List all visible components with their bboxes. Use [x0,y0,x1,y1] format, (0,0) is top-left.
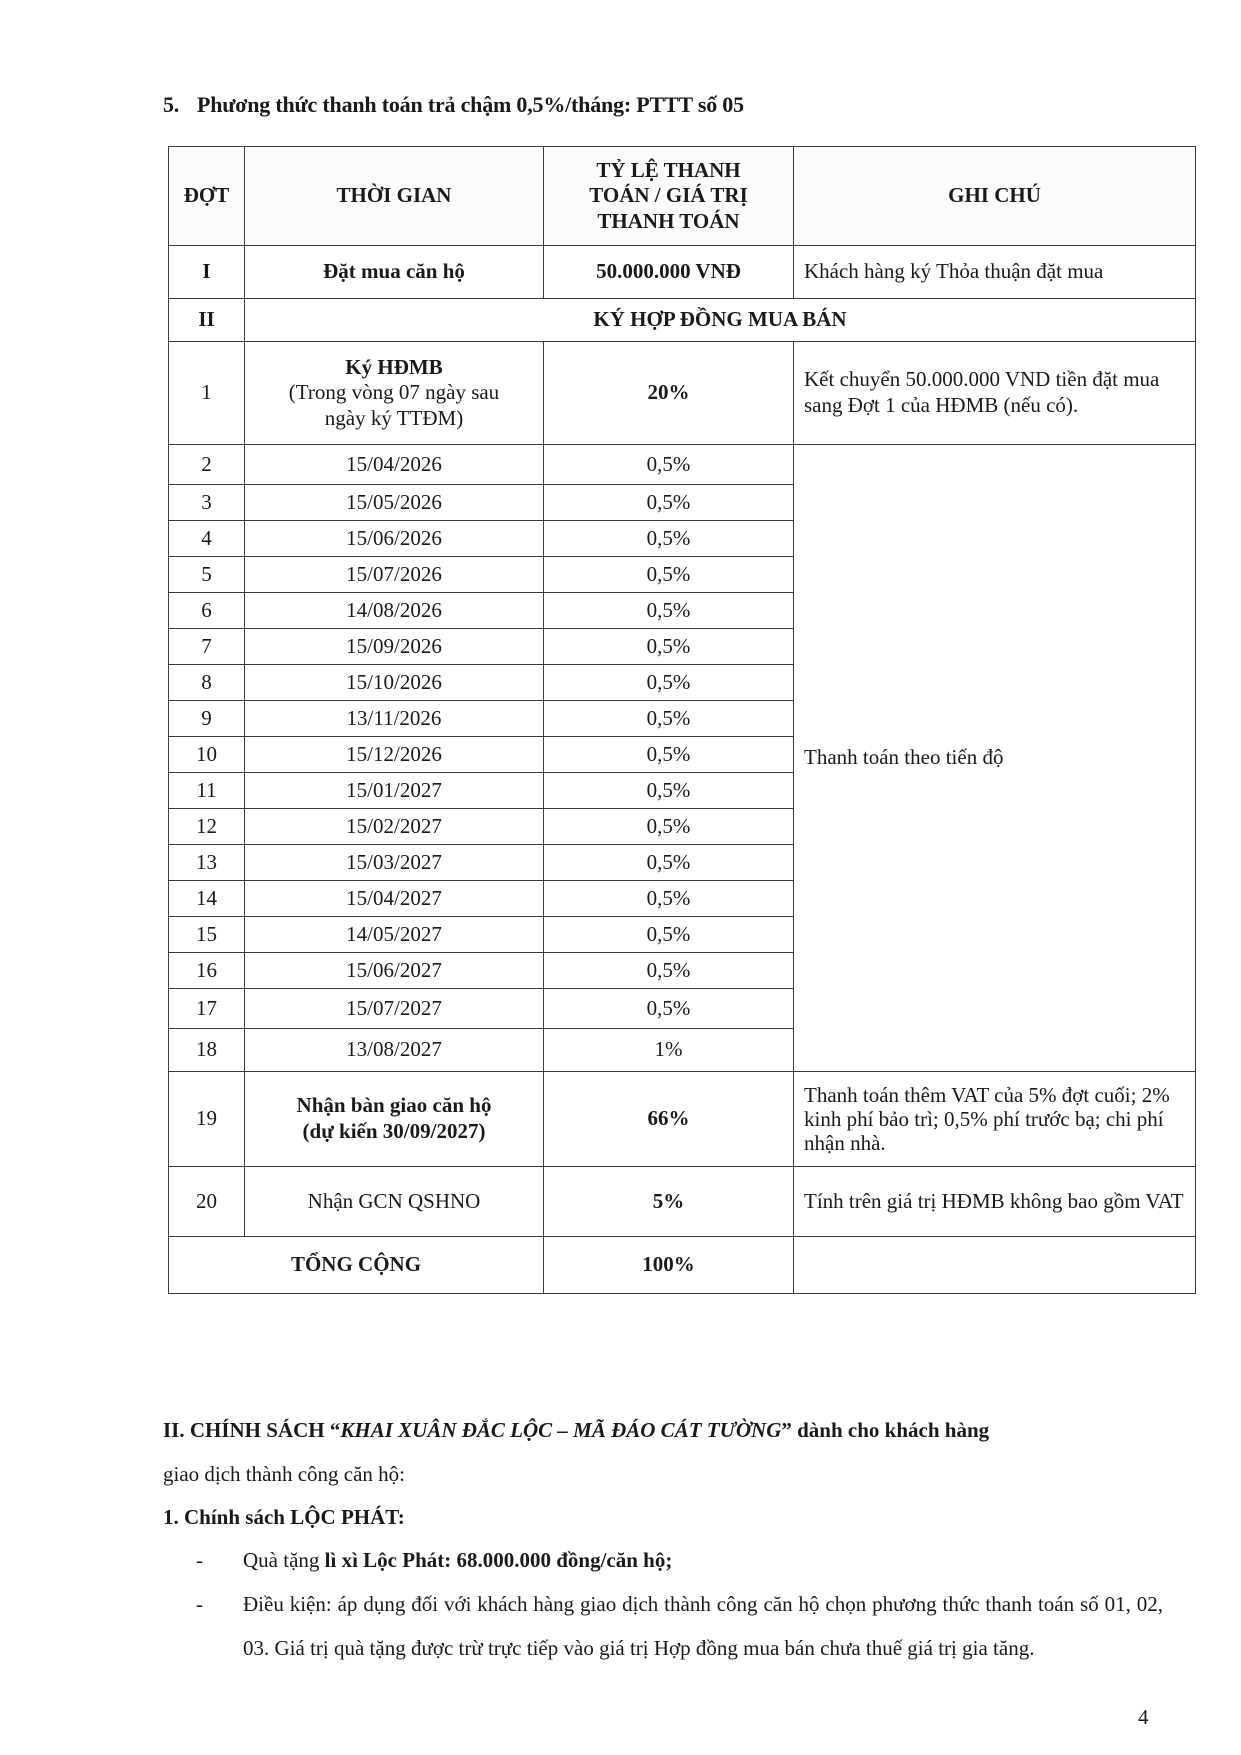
section-number: 5. [163,92,180,117]
cell-dot: 13 [169,845,245,881]
policy-heading-name: KHAI XUÂN ĐẮC LỘC – MÃ ĐÁO CÁT TƯỜNG [340,1418,782,1442]
total-note [794,1237,1196,1294]
policy-subheading: 1. Chính sách LỘC PHÁT: [163,1505,405,1529]
bullet-condition: Điều kiện: áp dụng đối với khách hàng giao dịch thành công căn hộ chọn phương thức thanh toán số 01, 02, 03. Giá trị quà tặng được trừ trực tiếp vào giá trị Hợp đồng mua bán chưa thuế giá trị gia tăng. [243,1592,1163,1660]
cell-dot: 7 [169,629,245,665]
cell-note: Tính trên giá trị HĐMB không bao gồm VAT [794,1167,1196,1237]
cell-time-line2: (dự kiến 30/09/2027) [302,1119,486,1143]
header-value-text: TỶ LỆ THANH TOÁN / GIÁ TRỊ THANH TOÁN [589,157,748,233]
cell-time: 15/02/2027 [245,809,544,845]
cell-dot: 17 [169,989,245,1029]
cell-dot: 11 [169,773,245,809]
header-note: GHI CHÚ [794,147,1196,246]
cell-value: 0,5% [544,557,794,593]
cell-dot: 4 [169,521,245,557]
table-row [169,342,1196,445]
cell-value: 0,5% [544,485,794,521]
cell-time: 15/07/2026 [245,557,544,593]
cell-time: Nhận GCN QSHNO [245,1167,544,1237]
cell-dot: 18 [169,1029,245,1072]
cell-dot: 5 [169,557,245,593]
cell-value: 20% [544,342,794,445]
cell-value: 0,5% [544,989,794,1029]
cell-value: 0,5% [544,881,794,917]
cell-time: 15/05/2026 [245,485,544,521]
policy-heading-suffix: ” dành cho khách hàng [781,1418,990,1442]
cell-dot: 15 [169,917,245,953]
bullet-marker: - [196,1548,203,1572]
cell-time: 15/06/2026 [245,521,544,557]
cell-dot: II [169,299,245,342]
table-row [169,1167,1196,1237]
cell-dot: 8 [169,665,245,701]
cell-dot: 3 [169,485,245,521]
policy-heading-prefix: II. CHÍNH SÁCH “ [163,1418,341,1442]
cell-dot: 12 [169,809,245,845]
cell-note: Kết chuyển 50.000.000 VND tiền đặt mua sang Đợt 1 của HĐMB (nếu có). [794,342,1196,445]
cell-time: 14/05/2027 [245,917,544,953]
section-title-text: Phương thức thanh toán trả chậm 0,5%/tháng: PTTT số 05 [197,92,744,117]
table-header-row [169,147,1196,246]
table-section-row [169,299,1196,342]
cell-value: 1% [544,1029,794,1072]
table-total-row [169,1237,1196,1294]
cell-time: 15/12/2026 [245,737,544,773]
cell-time: 15/03/2027 [245,845,544,881]
cell-time: 13/11/2026 [245,701,544,737]
cell-value: 0,5% [544,521,794,557]
cell-time: 14/08/2026 [245,593,544,629]
cell-value: 0,5% [544,593,794,629]
total-label: TỔNG CỘNG [169,1237,544,1294]
payment-schedule-table [168,146,1196,1294]
cell-time: 15/07/2027 [245,989,544,1029]
cell-value: 0,5% [544,445,794,485]
cell-time: 13/08/2027 [245,1029,544,1072]
table-row [169,1072,1196,1167]
cell-time [245,1072,544,1167]
total-value: 100% [544,1237,794,1294]
cell-note-progress: Thanh toán theo tiến độ [794,445,1196,1072]
cell-note: Thanh toán thêm VAT của 5% đợt cuối; 2% kinh phí bảo trì; 0,5% phí trước bạ; chi phí nhận nhà. [794,1072,1196,1167]
cell-dot: 19 [169,1072,245,1167]
cell-value: 0,5% [544,917,794,953]
cell-dot: I [169,246,245,299]
cell-value: 0,5% [544,737,794,773]
cell-time: 15/10/2026 [245,665,544,701]
cell-time: 15/04/2027 [245,881,544,917]
cell-value: 0,5% [544,773,794,809]
cell-dot: 2 [169,445,245,485]
cell-value: 5% [544,1167,794,1237]
cell-dot: 20 [169,1167,245,1237]
bullet-marker: - [196,1592,203,1616]
cell-dot: 14 [169,881,245,917]
policy-heading-line2: giao dịch thành công căn hộ: [163,1462,406,1486]
cell-time: 15/09/2026 [245,629,544,665]
cell-value: 0,5% [544,701,794,737]
cell-value: 50.000.000 VNĐ [544,246,794,299]
bullet-gift-amount: lì xì Lộc Phát: 68.000.000 đồng/căn hộ; [324,1548,673,1572]
policy-heading [163,1418,989,1443]
table-row [169,246,1196,299]
table-row [169,445,1196,485]
bullet-gift [243,1538,1163,1582]
cell-dot: 9 [169,701,245,737]
page-number: 4 [1138,1705,1149,1729]
header-time: THỜI GIAN [245,147,544,246]
cell-dot: 1 [169,342,245,445]
cell-time: 15/04/2026 [245,445,544,485]
cell-time-line2: (Trong vòng 07 ngày sau ngày ký TTĐM) [288,380,500,430]
cell-time: 15/01/2027 [245,773,544,809]
section-label: KÝ HỢP ĐỒNG MUA BÁN [245,299,1196,342]
cell-time [245,342,544,445]
installments-body [169,445,1196,1072]
cell-dot: 16 [169,953,245,989]
cell-time: 15/06/2027 [245,953,544,989]
cell-value: 0,5% [544,665,794,701]
header-value [544,147,794,246]
cell-time: Đặt mua căn hộ [245,246,544,299]
header-dot: ĐỢT [169,147,245,246]
cell-time-line1: Ký HĐMB [345,354,443,379]
cell-value: 0,5% [544,809,794,845]
cell-value: 0,5% [544,953,794,989]
cell-dot: 6 [169,593,245,629]
cell-value: 66% [544,1072,794,1167]
cell-value: 0,5% [544,845,794,881]
cell-value: 0,5% [544,629,794,665]
cell-dot: 10 [169,737,245,773]
bullet-gift-prefix: Quà tặng [243,1548,325,1572]
cell-time-line1: Nhận bàn giao căn hộ [296,1093,492,1118]
cell-note: Khách hàng ký Thỏa thuận đặt mua [794,246,1196,299]
section-title [163,92,744,118]
